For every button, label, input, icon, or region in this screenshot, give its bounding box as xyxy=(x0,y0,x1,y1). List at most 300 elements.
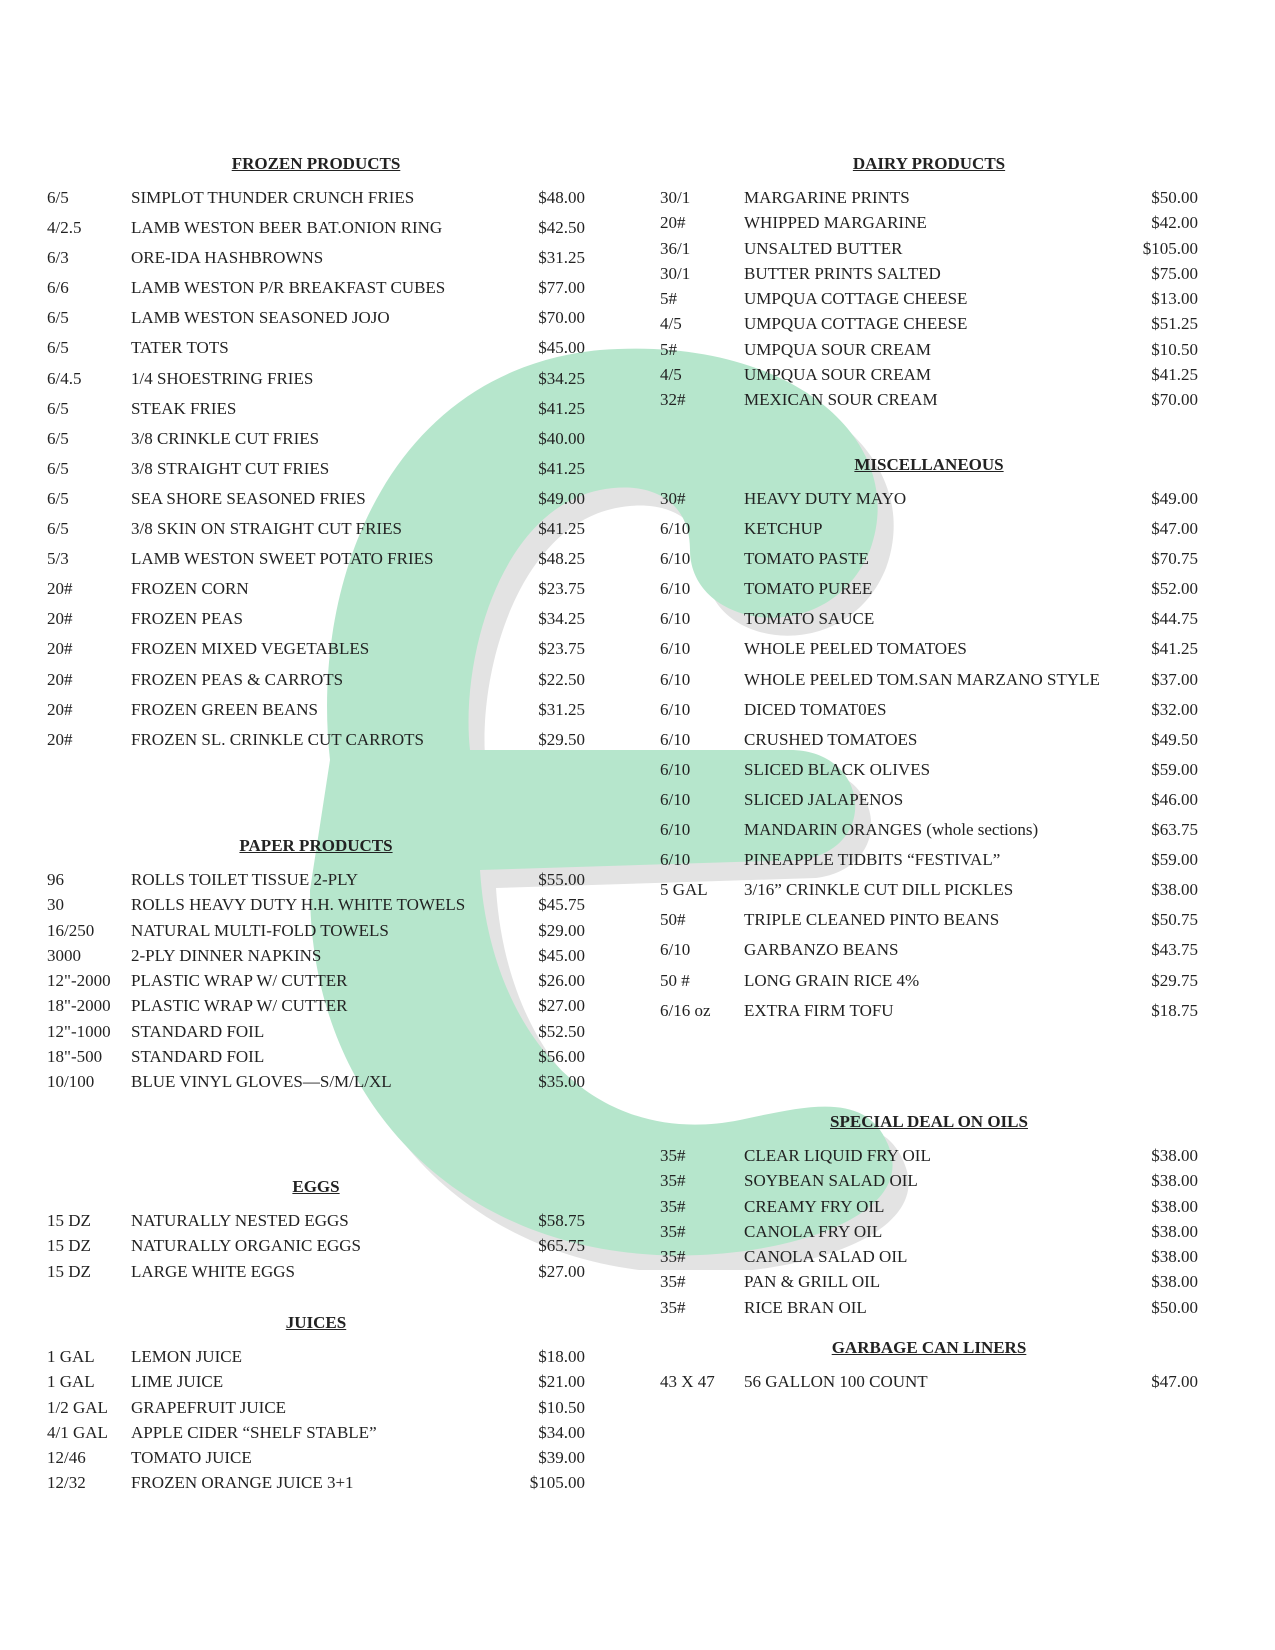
product-name: CLEAR LIQUID FRY OIL xyxy=(744,1146,931,1165)
section-eggs xyxy=(47,1177,585,1287)
product-price: $31.25 xyxy=(538,248,585,268)
product-row xyxy=(47,399,585,429)
product-price: $56.00 xyxy=(538,1047,585,1067)
section-special-deal-on-oils xyxy=(660,1112,1198,1323)
product-row xyxy=(660,1247,1198,1272)
product-name: 56 GALLON 100 COUNT xyxy=(744,1372,928,1391)
product-price: $77.00 xyxy=(538,278,585,298)
product-price: $49.00 xyxy=(1151,489,1198,508)
product-row xyxy=(47,338,585,368)
product-price: $41.25 xyxy=(1151,365,1198,385)
product-quantity: 6/10 xyxy=(660,729,691,749)
product-price: $44.75 xyxy=(1151,609,1198,629)
product-row xyxy=(47,308,585,338)
product-row xyxy=(47,369,585,399)
product-quantity: 5# xyxy=(660,289,677,309)
product-quantity: 32# xyxy=(660,390,686,410)
section-title: EGGS xyxy=(292,1177,340,1196)
product-row xyxy=(47,218,585,248)
product-quantity: 1/2 GAL xyxy=(47,1397,108,1417)
product-price: $50.00 xyxy=(1151,188,1198,207)
product-row xyxy=(660,314,1198,339)
product-name: MARGARINE PRINTS xyxy=(744,188,910,207)
product-price: $29.75 xyxy=(1151,970,1198,990)
product-name: UMPQUA SOUR CREAM xyxy=(744,339,932,359)
product-name: TOMATO SAUCE xyxy=(744,609,875,629)
product-price: $42.00 xyxy=(1151,213,1198,233)
product-name: UNSALTED BUTTER xyxy=(744,238,903,258)
product-quantity: 6/6 xyxy=(47,278,69,298)
product-name: LAMB WESTON SEASONED JOJO xyxy=(131,308,390,328)
product-quantity: 30# xyxy=(660,489,686,508)
product-name: CRUSHED TOMATOES xyxy=(744,729,918,749)
product-price: $23.75 xyxy=(538,579,585,599)
product-quantity: 35# xyxy=(660,1221,686,1241)
section-title: SPECIAL DEAL ON OILS xyxy=(830,1112,1028,1131)
product-name: BLUE VINYL GLOVES—S/M/L/XL xyxy=(131,1072,392,1092)
product-quantity: 6/5 xyxy=(47,519,69,539)
section-dairy-products xyxy=(660,154,1198,416)
product-quantity: 1 GAL xyxy=(47,1347,95,1366)
product-name: SLICED BLACK OLIVES xyxy=(744,759,931,779)
product-name: 3/16” CRINKLE CUT DILL PICKLES xyxy=(744,880,1014,900)
product-row xyxy=(660,213,1198,238)
product-name: BUTTER PRINTS SALTED xyxy=(744,263,941,283)
product-name: LARGE WHITE EGGS xyxy=(131,1261,295,1281)
product-name: KETCHUP xyxy=(744,519,823,539)
product-price: $55.00 xyxy=(538,870,585,889)
product-name: STEAK FRIES xyxy=(131,398,237,418)
product-price: $21.00 xyxy=(538,1372,585,1392)
product-price: $41.25 xyxy=(538,458,585,478)
product-row xyxy=(47,248,585,278)
product-name: WHOLE PEELED TOMATOES xyxy=(744,639,967,659)
product-row xyxy=(47,609,585,639)
product-price: $65.75 xyxy=(538,1236,585,1256)
product-quantity: 20# xyxy=(47,639,73,659)
product-quantity: 15 DZ xyxy=(47,1261,91,1281)
product-price: $48.00 xyxy=(538,188,585,207)
product-price: $47.00 xyxy=(1151,1372,1198,1391)
product-name: GARBANZO BEANS xyxy=(744,940,899,960)
product-quantity: 5# xyxy=(660,339,677,359)
product-quantity: 6/16 oz xyxy=(660,1000,711,1020)
product-quantity: 18"-500 xyxy=(47,1047,103,1067)
product-quantity: 30 xyxy=(47,895,64,915)
product-price: $38.00 xyxy=(1151,1247,1198,1267)
product-price: $38.00 xyxy=(1151,1272,1198,1292)
product-quantity: 96 xyxy=(47,870,64,889)
product-name: UMPQUA COTTAGE CHEESE xyxy=(744,314,968,334)
product-price: $50.75 xyxy=(1151,910,1198,930)
product-price: $38.00 xyxy=(1151,1196,1198,1216)
product-price: $41.25 xyxy=(538,398,585,418)
product-name: TOMATO PASTE xyxy=(744,549,869,569)
product-quantity: 6/5 xyxy=(47,488,69,508)
product-quantity: 15 DZ xyxy=(47,1236,91,1256)
product-price: $13.00 xyxy=(1151,289,1198,309)
product-quantity: 43 X 47 xyxy=(660,1372,715,1391)
product-price: $39.00 xyxy=(538,1448,585,1468)
product-quantity: 35# xyxy=(660,1196,686,1216)
section-paper-products xyxy=(47,836,585,1098)
product-price: $47.00 xyxy=(1151,519,1198,539)
product-quantity: 6/10 xyxy=(660,669,691,689)
section-title: FROZEN PRODUCTS xyxy=(231,154,401,173)
product-row xyxy=(47,429,585,459)
product-quantity: 6/10 xyxy=(660,820,691,840)
product-price: $18.75 xyxy=(1151,1000,1198,1020)
product-row xyxy=(660,820,1198,850)
product-price: $27.00 xyxy=(538,996,585,1016)
product-name: SIMPLOT THUNDER CRUNCH FRIES xyxy=(131,188,415,207)
product-name: 3/8 SKIN ON STRAIGHT CUT FRIES xyxy=(131,519,402,539)
product-row xyxy=(660,264,1198,289)
product-name: GRAPEFRUIT JUICE xyxy=(131,1397,287,1417)
product-quantity: 4/5 xyxy=(660,365,682,385)
product-row xyxy=(660,340,1198,365)
product-quantity: 5/3 xyxy=(47,549,69,569)
product-price: $50.00 xyxy=(1151,1297,1198,1317)
product-price: $38.00 xyxy=(1151,880,1198,900)
product-price: $29.50 xyxy=(538,729,585,749)
product-name: NATURAL MULTI-FOLD TOWELS xyxy=(131,920,389,940)
product-quantity: 35# xyxy=(660,1171,686,1191)
product-name: LEMON JUICE xyxy=(131,1347,242,1366)
product-name: WHIPPED MARGARINE xyxy=(744,213,927,233)
product-price: $38.00 xyxy=(1151,1171,1198,1191)
product-price: $32.00 xyxy=(1151,699,1198,719)
product-row xyxy=(47,579,585,609)
product-row xyxy=(660,940,1198,970)
section-title: PAPER PRODUCTS xyxy=(239,836,393,855)
section-juices xyxy=(47,1313,585,1499)
product-row xyxy=(47,1211,585,1236)
product-row xyxy=(47,459,585,489)
product-price: $10.50 xyxy=(1151,339,1198,359)
product-row xyxy=(660,730,1198,760)
product-quantity: 6/10 xyxy=(660,850,691,870)
product-row xyxy=(47,1372,585,1397)
product-price: $10.50 xyxy=(538,1397,585,1417)
product-quantity: 6/10 xyxy=(660,789,691,809)
product-quantity: 1 GAL xyxy=(47,1372,95,1392)
product-price: $58.75 xyxy=(538,1211,585,1230)
product-price: $46.00 xyxy=(1151,789,1198,809)
product-row xyxy=(660,1171,1198,1196)
product-row xyxy=(47,971,585,996)
product-row xyxy=(660,390,1198,415)
product-name: CANOLA FRY OIL xyxy=(744,1221,883,1241)
product-row xyxy=(660,188,1198,213)
product-row xyxy=(660,850,1198,880)
product-row xyxy=(660,700,1198,730)
product-name: DICED TOMAT0ES xyxy=(744,699,887,719)
product-quantity: 35# xyxy=(660,1272,686,1292)
product-price: $105.00 xyxy=(1142,238,1198,258)
product-row xyxy=(47,1072,585,1097)
product-price: $34.25 xyxy=(538,609,585,629)
product-quantity: 12/32 xyxy=(47,1473,86,1493)
product-quantity: 6/3 xyxy=(47,248,69,268)
product-price: $49.00 xyxy=(538,488,585,508)
product-name: 2-PLY DINNER NAPKINS xyxy=(131,945,322,965)
product-quantity: 6/5 xyxy=(47,398,69,418)
section-title: GARBAGE CAN LINERS xyxy=(831,1338,1027,1357)
product-row xyxy=(660,1146,1198,1171)
product-row xyxy=(47,489,585,519)
product-quantity: 3000 xyxy=(47,945,81,965)
product-name: RICE BRAN OIL xyxy=(744,1297,867,1317)
product-row xyxy=(47,278,585,308)
product-price: $49.50 xyxy=(1151,729,1198,749)
product-name: LIME JUICE xyxy=(131,1372,224,1392)
product-price: $105.00 xyxy=(529,1473,585,1493)
product-row xyxy=(47,921,585,946)
product-name: FROZEN CORN xyxy=(131,579,249,599)
product-price: $40.00 xyxy=(538,428,585,448)
product-row xyxy=(47,1236,585,1261)
product-price: $51.25 xyxy=(1151,314,1198,334)
product-price: $48.25 xyxy=(538,549,585,569)
product-row xyxy=(660,1197,1198,1222)
product-row xyxy=(47,1448,585,1473)
product-quantity: 20# xyxy=(47,699,73,719)
section-garbage-can-liners xyxy=(660,1338,1198,1397)
product-name: PAN & GRILL OIL xyxy=(744,1272,881,1292)
product-name: 3/8 STRAIGHT CUT FRIES xyxy=(131,458,330,478)
product-row xyxy=(660,289,1198,314)
section-title: JUICES xyxy=(285,1313,347,1332)
product-quantity: 6/5 xyxy=(47,188,69,207)
section-miscellaneous xyxy=(660,455,1198,1031)
product-row xyxy=(660,549,1198,579)
product-price: $41.25 xyxy=(538,519,585,539)
product-price: $70.75 xyxy=(1151,549,1198,569)
product-name: STANDARD FOIL xyxy=(131,1047,265,1067)
product-row xyxy=(47,870,585,895)
product-name: ROLLS HEAVY DUTY H.H. WHITE TOWELS xyxy=(131,895,466,915)
product-price: $41.25 xyxy=(1151,639,1198,659)
product-row xyxy=(47,700,585,730)
product-row xyxy=(660,609,1198,639)
product-name: FROZEN PEAS & CARROTS xyxy=(131,669,344,689)
product-row xyxy=(660,1001,1198,1031)
product-name: ROLLS TOILET TISSUE 2-PLY xyxy=(131,870,359,889)
product-name: NATURALLY ORGANIC EGGS xyxy=(131,1236,361,1256)
product-name: MEXICAN SOUR CREAM xyxy=(744,390,938,410)
product-name: LAMB WESTON SWEET POTATO FRIES xyxy=(131,549,434,569)
product-quantity: 35# xyxy=(660,1297,686,1317)
product-name: APPLE CIDER “SHELF STABLE” xyxy=(131,1422,377,1442)
product-quantity: 6/10 xyxy=(660,759,691,779)
product-price: $27.00 xyxy=(538,1261,585,1281)
product-name: FROZEN ORANGE JUICE 3+1 xyxy=(131,1473,354,1493)
product-price: $18.00 xyxy=(538,1347,585,1366)
product-row xyxy=(47,730,585,760)
product-name: FROZEN GREEN BEANS xyxy=(131,699,319,719)
product-quantity: 6/5 xyxy=(47,428,69,448)
product-price: $45.00 xyxy=(538,338,585,358)
product-quantity: 6/10 xyxy=(660,699,691,719)
product-quantity: 6/10 xyxy=(660,549,691,569)
product-price: $35.00 xyxy=(538,1072,585,1092)
product-name: FROZEN MIXED VEGETABLES xyxy=(131,639,370,659)
product-quantity: 6/4.5 xyxy=(47,368,82,388)
product-quantity: 20# xyxy=(47,669,73,689)
product-price: $75.00 xyxy=(1151,263,1198,283)
product-row xyxy=(660,1222,1198,1247)
product-price: $38.00 xyxy=(1151,1221,1198,1241)
product-price: $43.75 xyxy=(1151,940,1198,960)
product-price: $63.75 xyxy=(1151,820,1198,840)
product-name: FROZEN PEAS xyxy=(131,609,243,629)
product-row xyxy=(47,549,585,579)
product-price: $22.50 xyxy=(538,669,585,689)
product-quantity: 16/250 xyxy=(47,920,95,940)
product-quantity: 36/1 xyxy=(660,238,691,258)
product-name: NATURALLY NESTED EGGS xyxy=(131,1211,349,1230)
product-price: $26.00 xyxy=(538,971,585,991)
product-row xyxy=(47,1398,585,1423)
product-row xyxy=(47,946,585,971)
product-price: $37.00 xyxy=(1151,669,1198,689)
product-price: $34.00 xyxy=(538,1422,585,1442)
product-row xyxy=(660,880,1198,910)
product-name: UMPQUA SOUR CREAM xyxy=(744,365,932,385)
product-price: $59.00 xyxy=(1151,759,1198,779)
product-row xyxy=(660,670,1198,700)
product-quantity: 15 DZ xyxy=(47,1211,91,1230)
product-quantity: 50 # xyxy=(660,970,690,990)
product-quantity: 6/5 xyxy=(47,458,69,478)
product-row xyxy=(660,365,1198,390)
product-name: WHOLE PEELED TOM.SAN MARZANO STYLE xyxy=(744,669,1100,689)
product-name: TOMATO JUICE xyxy=(131,1448,252,1468)
product-row xyxy=(47,1473,585,1498)
product-row xyxy=(660,519,1198,549)
product-name: UMPQUA COTTAGE CHEESE xyxy=(744,289,968,309)
product-quantity: 20# xyxy=(47,579,73,599)
product-name: TOMATO PUREE xyxy=(744,579,873,599)
product-name: PINEAPPLE TIDBITS “FESTIVAL” xyxy=(744,850,1001,870)
product-quantity: 20# xyxy=(47,609,73,629)
product-quantity: 12/46 xyxy=(47,1448,86,1468)
product-quantity: 30/1 xyxy=(660,263,691,283)
product-price: $45.00 xyxy=(538,945,585,965)
product-row xyxy=(660,1372,1198,1397)
product-row xyxy=(47,519,585,549)
product-price: $45.75 xyxy=(538,895,585,915)
product-price: $52.50 xyxy=(538,1021,585,1041)
product-quantity: 30/1 xyxy=(660,188,691,207)
product-name: CANOLA SALAD OIL xyxy=(744,1247,908,1267)
product-quantity: 6/10 xyxy=(660,609,691,629)
product-price: $70.00 xyxy=(1151,390,1198,410)
product-name: FROZEN SL. CRINKLE CUT CARROTS xyxy=(131,729,424,749)
product-row xyxy=(47,1022,585,1047)
product-row xyxy=(660,910,1198,940)
product-quantity: 18"-2000 xyxy=(47,996,111,1016)
product-quantity: 6/10 xyxy=(660,519,691,539)
section-frozen-products xyxy=(47,154,585,760)
product-name: 3/8 CRINKLE CUT FRIES xyxy=(131,428,320,448)
product-row xyxy=(660,971,1198,1001)
product-price: $38.00 xyxy=(1151,1146,1198,1165)
product-quantity: 6/10 xyxy=(660,940,691,960)
product-name: STANDARD FOIL xyxy=(131,1021,265,1041)
product-price: $52.00 xyxy=(1151,579,1198,599)
product-row xyxy=(660,239,1198,264)
product-quantity: 35# xyxy=(660,1247,686,1267)
product-quantity: 6/5 xyxy=(47,308,69,328)
product-quantity: 50# xyxy=(660,910,686,930)
product-name: CREAMY FRY OIL xyxy=(744,1196,885,1216)
product-price: $23.75 xyxy=(538,639,585,659)
product-name: ORE-IDA HASHBROWNS xyxy=(131,248,324,268)
product-name: TATER TOTS xyxy=(131,338,229,358)
product-row xyxy=(660,760,1198,790)
product-price: $59.00 xyxy=(1151,850,1198,870)
product-name: PLASTIC WRAP W/ CUTTER xyxy=(131,996,348,1016)
product-name: LAMB WESTON BEER BAT.ONION RING xyxy=(131,218,443,238)
product-quantity: 20# xyxy=(47,729,73,749)
product-row xyxy=(660,579,1198,609)
section-title: MISCELLANEOUS xyxy=(854,455,1004,474)
product-row xyxy=(660,1272,1198,1297)
product-row xyxy=(660,790,1198,820)
product-name: TRIPLE CLEANED PINTO BEANS xyxy=(744,910,1000,930)
product-row xyxy=(660,639,1198,669)
product-quantity: 20# xyxy=(660,213,686,233)
product-name: SEA SHORE SEASONED FRIES xyxy=(131,488,366,508)
product-name: SOYBEAN SALAD OIL xyxy=(744,1171,918,1191)
product-quantity: 5 GAL xyxy=(660,880,708,900)
product-name: PLASTIC WRAP W/ CUTTER xyxy=(131,971,348,991)
product-row xyxy=(47,1262,585,1287)
product-row xyxy=(47,670,585,700)
product-row xyxy=(47,639,585,669)
product-name: LAMB WESTON P/R BREAKFAST CUBES xyxy=(131,278,446,298)
product-price: $70.00 xyxy=(538,308,585,328)
product-row xyxy=(47,1047,585,1072)
product-quantity: 6/10 xyxy=(660,579,691,599)
product-price: $29.00 xyxy=(538,920,585,940)
product-name: EXTRA FIRM TOFU xyxy=(744,1000,894,1020)
product-quantity: 35# xyxy=(660,1146,686,1165)
product-row xyxy=(660,489,1198,519)
product-row xyxy=(660,1298,1198,1323)
product-name: 1/4 SHOESTRING FRIES xyxy=(131,368,314,388)
product-quantity: 4/5 xyxy=(660,314,682,334)
product-row xyxy=(47,1423,585,1448)
product-row xyxy=(47,895,585,920)
product-quantity: 4/2.5 xyxy=(47,218,82,238)
product-quantity: 4/1 GAL xyxy=(47,1422,108,1442)
product-quantity: 6/10 xyxy=(660,639,691,659)
product-name: HEAVY DUTY MAYO xyxy=(744,489,907,508)
product-quantity: 10/100 xyxy=(47,1072,95,1092)
product-price: $42.50 xyxy=(538,218,585,238)
product-name: MANDARIN ORANGES (whole sections) xyxy=(744,820,1039,840)
product-price: $31.25 xyxy=(538,699,585,719)
product-row xyxy=(47,996,585,1021)
product-name: SLICED JALAPENOS xyxy=(744,789,904,809)
product-quantity: 12"-2000 xyxy=(47,971,111,991)
product-quantity: 6/5 xyxy=(47,338,69,358)
product-price: $34.25 xyxy=(538,368,585,388)
product-name: LONG GRAIN RICE 4% xyxy=(744,970,920,990)
